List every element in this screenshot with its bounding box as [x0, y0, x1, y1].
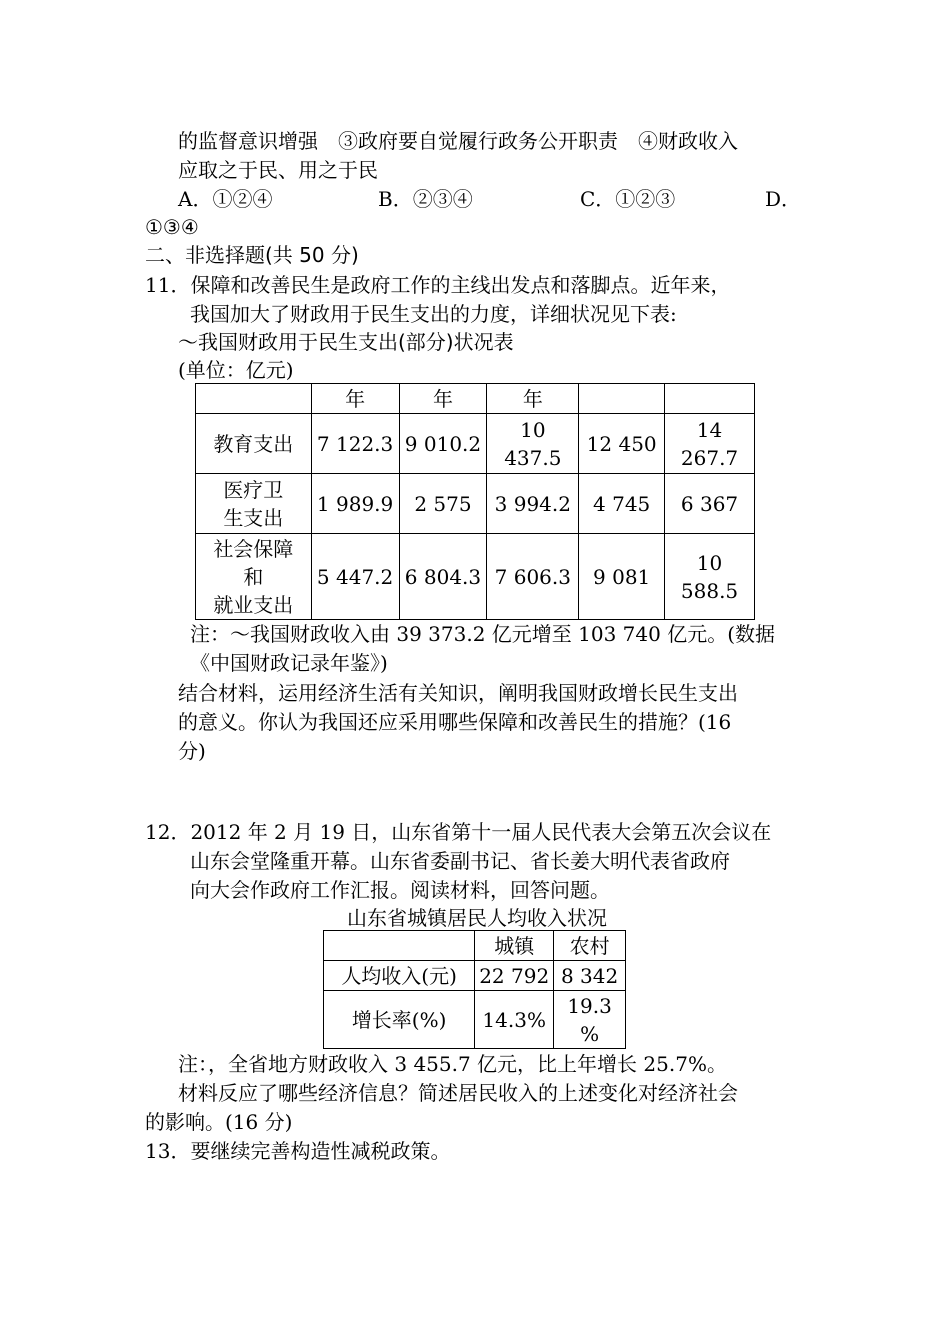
table-cell: 22 792	[475, 961, 554, 991]
q12-note: 注：，全省地方财政收入 3 455.7 亿元，比上年增长 25.7%。	[178, 1052, 727, 1076]
q11-ask-2: 的意义。你认为我国还应采用哪些保障和改善民生的措施？(16	[178, 710, 732, 734]
table-cell: 14.3%	[475, 991, 554, 1049]
header-cell	[579, 384, 665, 414]
q12-table-title: 山东省城镇居民人均收入状况	[347, 906, 607, 930]
table-cell: 2 575	[399, 474, 487, 534]
table-cell: 9 081	[579, 534, 665, 620]
q11-header-row	[196, 384, 755, 414]
row-label: 增长率(%)	[324, 991, 475, 1049]
table-cell: 6 367	[665, 474, 755, 534]
q12-ask-1: 材料反应了哪些经济信息？简述居民收入的上述变化对经济社会	[178, 1081, 738, 1105]
header-cell	[196, 384, 312, 414]
table-cell: 7 122.3	[311, 414, 399, 474]
table-row	[324, 961, 626, 991]
row-label: 人均收入(元)	[324, 961, 475, 991]
header-cell	[324, 931, 475, 961]
q11-line-1: 11．保障和改善民生是政府工作的主线出发点和落脚点。近年来，	[145, 273, 731, 297]
table-row	[196, 474, 755, 534]
option-a: A．①②④	[178, 187, 273, 211]
table-row	[196, 414, 755, 474]
q11-table-title: ～我国财政用于民生支出(部分)状况表	[178, 330, 514, 354]
header-cell: 年	[311, 384, 399, 414]
q12-header-row	[324, 931, 626, 961]
q11-table	[195, 383, 755, 620]
row-label: 教育支出	[196, 414, 312, 474]
table-cell: 7 606.3	[487, 534, 579, 620]
option-d: D．	[765, 187, 802, 211]
q11-unit: (单位：亿元)	[178, 358, 294, 382]
q12-line-2: 山东会堂隆重开幕。山东省委副书记、省长姜大明代表省政府	[190, 849, 730, 873]
q11-note-2: 《中国财政记录年鉴》)	[190, 651, 388, 675]
q11-line-2: 我国加大了财政用于民生支出的力度，详细状况见下表:	[190, 302, 677, 326]
option-d-wrap: ①③④	[145, 215, 199, 239]
table-cell: 10 437.5	[487, 414, 579, 474]
q12-line-1: 12．2012 年 2 月 19 日，山东省第十一届人民代表大会第五次会议在	[145, 820, 772, 844]
q13-line-1: 13．要继续完善构造性减税政策。	[145, 1139, 451, 1163]
table-cell: 12 450	[579, 414, 665, 474]
option-c: C．①②③	[580, 187, 676, 211]
table-cell: 14 267.7	[665, 414, 755, 474]
row-label: 社会保障 和 就业支出	[196, 534, 312, 620]
header-cell: 年	[399, 384, 487, 414]
table-cell: 9 010.2	[399, 414, 487, 474]
q12-ask-2: 的影响。(16 分)	[145, 1110, 293, 1134]
row-label: 医疗卫 生支出	[196, 474, 312, 534]
q11-ask-1: 结合材料，运用经济生活有关知识，阐明我国财政增长民生支出	[178, 681, 738, 705]
table-row	[196, 534, 755, 620]
table-cell: 19.3 %	[554, 991, 626, 1049]
table-cell: 6 804.3	[399, 534, 487, 620]
table-cell: 10 588.5	[665, 534, 755, 620]
header-cell: 年	[487, 384, 579, 414]
header-cell: 城镇	[475, 931, 554, 961]
prev-line-1: 的监督意识增强 ③政府要自觉履行政务公开职责 ④财政收入	[178, 129, 738, 153]
table-cell: 4 745	[579, 474, 665, 534]
table-cell: 3 994.2	[487, 474, 579, 534]
q12-line-3: 向大会作政府工作汇报。阅读材料，回答问题。	[190, 878, 610, 902]
header-cell	[665, 384, 755, 414]
q12-table	[323, 930, 626, 1049]
section-heading: 二、非选择题(共 50 分)	[145, 243, 359, 267]
table-cell: 1 989.9	[311, 474, 399, 534]
table-cell: 5 447.2	[311, 534, 399, 620]
option-b: B．②③④	[378, 187, 473, 211]
header-cell: 农村	[554, 931, 626, 961]
q11-ask-3: 分)	[178, 739, 206, 763]
table-row	[324, 991, 626, 1049]
q11-note-1: 注：～我国财政收入由 39 373.2 亿元增至 103 740 亿元。(数据	[190, 622, 775, 646]
prev-line-2: 应取之于民、用之于民	[178, 158, 378, 182]
table-cell: 8 342	[554, 961, 626, 991]
